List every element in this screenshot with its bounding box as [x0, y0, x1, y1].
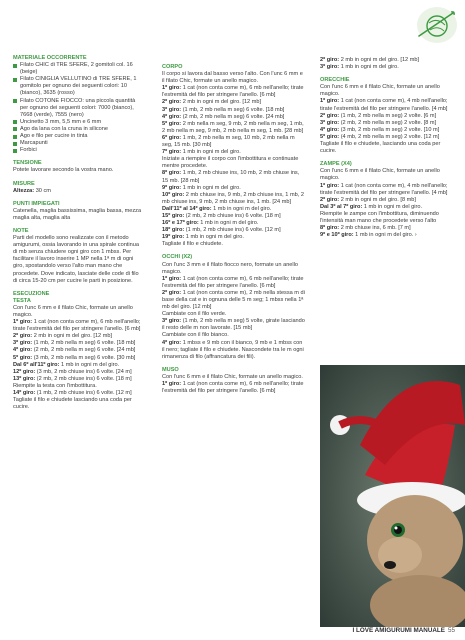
section-heading: NOTE: [13, 227, 29, 234]
round-label: 4º giro:: [320, 126, 340, 133]
instruction-line: [320, 113, 453, 120]
instruction-text: (1 mb, 2 mb chiuse ins) 6 volte. [12 m]: [184, 227, 281, 234]
instruction-line: [162, 290, 306, 311]
round-label: 18º giro:: [162, 227, 185, 234]
round-label: 9º giro:: [162, 184, 182, 191]
yarn-hook-logo-icon: [407, 3, 459, 47]
list-item-text: Uncinetto 3 mm, 5,5 mm e 6 mm: [20, 118, 102, 125]
instruction-line: [162, 71, 306, 85]
instruction-line: [162, 374, 306, 381]
instruction-text: 1 cat (non conta come m), 6 mb nell'anello; tirate l'estremità del filo per stringere l'anello. [6 mb]: [162, 85, 304, 99]
instruction-line: [162, 220, 306, 227]
instruction-line: [13, 305, 143, 319]
instruction-line: [320, 64, 453, 71]
instruction-text: 1 mb in ogni m del giro.: [181, 149, 241, 156]
instruction-line: [320, 141, 453, 155]
instruction-text: (1 mb, 2 mb nella m seg) 6 volte. [18 mb]: [32, 340, 136, 347]
instruction-line: [162, 107, 306, 114]
instruction-text: Riempite la testa con l'imbottitura.: [13, 382, 97, 389]
instruction-text: 1 cat (non conta come m), 4 mb nell'anello; tirate l'estremità del filo per stringere l'anello. [4 mb]: [320, 182, 448, 196]
instruction-line: [13, 347, 143, 354]
instruction-line: [162, 340, 306, 361]
round-label: 16º e 17º giro:: [162, 220, 199, 227]
list-item-text: Ago da lana con la cruna in silicone: [20, 125, 109, 132]
instruction-text: 1 cat (non conta come m), 4 mb nell'anello; tirate l'estremità del filo per stringere l'anello. [4 mb]: [320, 98, 448, 112]
instruction-line: [162, 276, 306, 290]
section-heading: ESECUZIONE: [13, 290, 50, 297]
bullet-square-icon: [13, 120, 17, 124]
instruction-text: Potete lavorare secondo la vostra mano.: [13, 167, 114, 174]
instruction-line: [320, 98, 453, 112]
instruction-text: (1 mb, 2 mb nella m seg) 5 volte, girate lasciando il resto delle m non lavorate. [15 mb]: [162, 318, 305, 332]
instruction-text: Cambiate con il filo verde.: [162, 311, 227, 318]
instruction-line: [320, 225, 453, 232]
instruction-line: [13, 319, 143, 333]
instruction-text: 2 mb in ogni m del giro. [12 mb]: [181, 99, 262, 106]
instruction-text: (2 mb, 2 mb nella m seg) 6 volte. [24 mb]: [181, 113, 285, 120]
round-label: Dal 6º all'11º giro:: [13, 361, 60, 368]
instruction-line: [320, 127, 453, 134]
section-heading: MUSO: [162, 366, 179, 373]
instruction-line: [13, 397, 143, 411]
instruction-text: 1 mbss e 9 mb con il bianco, 9 mb e 1 mbss con il nero; tagliate il filo e chiudete. Nascondete tra le m ogni rimanenza di filo (affrancatura dei fili).: [162, 339, 304, 360]
instruction-text: Riempite le zampe con l'imbottitura, diminuendo l'intensità man mano che procedete verso l'alto: [320, 210, 439, 224]
instruction-line: [320, 197, 453, 204]
round-label: Dal 3º al 7º giro:: [320, 203, 363, 210]
round-label: 3º giro:: [13, 340, 33, 347]
instruction-text: 1 mb, 2 mb chiuse ins, 10 mb, 2 mb chiuse ins, 15 mb. [28 mb]: [162, 170, 300, 184]
round-label: 6º giro:: [162, 134, 182, 141]
instruction-line: [162, 381, 306, 395]
instruction-text: 1 mb, 2 mb nella m seg, 10 mb, 2 mb nella m seg, 15 mb. [30 mb]: [162, 134, 295, 149]
round-label: 5º giro:: [13, 354, 33, 361]
round-label: 1º giro:: [162, 85, 182, 92]
bear-santa-hat-photo: [320, 365, 465, 627]
instruction-text: 2 mb in ogni m del giro. [8 mb]: [339, 196, 416, 203]
instruction-line: [320, 134, 453, 141]
instruction-text: Iniziate a riempire il corpo con l'imbottitura e continuate mentre procedete.: [162, 156, 299, 170]
materials-list-item: [13, 62, 143, 76]
instruction-line: [13, 340, 143, 347]
round-label: 5º giro:: [320, 133, 340, 140]
instruction-line: [13, 235, 143, 285]
round-label: 2º giro:: [320, 196, 340, 203]
instruction-text: Cambiate con il filo bianco.: [162, 332, 229, 339]
instruction-text: 1 cat (non conta come m), 6 mb nell'anello; tirate l'estremità del filo per stringere l'anello. [6 mb]: [13, 319, 141, 333]
instruction-line: [162, 170, 306, 184]
instruction-line: [162, 149, 306, 156]
round-label: 2º giro:: [13, 333, 33, 340]
instruction-line: [320, 57, 453, 64]
instruction-text: 2 mb in ogni m del giro. [12 mb]: [32, 333, 113, 340]
materials-list-item: [13, 140, 143, 147]
instruction-line: [320, 204, 453, 211]
section-heading: MISURE: [13, 180, 35, 187]
bullet-square-icon: [13, 142, 17, 146]
instruction-text: Con l'unc 3 mm e il filato fiocco nero, formate un anello magico.: [162, 261, 299, 275]
materials-list-item: [13, 98, 143, 119]
round-label: 2º giro:: [162, 99, 182, 106]
list-item-text: Filato CHIC di TRE SFERE, 2 gomitoli col. 16 (beige): [20, 62, 133, 76]
bullet-square-icon: [13, 99, 17, 103]
round-label: 9º e 10º giro:: [320, 232, 354, 239]
round-label: Dall'11º al 14º giro:: [162, 205, 212, 212]
round-label: 1º giro:: [320, 98, 340, 105]
instruction-line: [162, 206, 306, 213]
section-heading: TENSIONE: [13, 160, 42, 167]
instruction-text: (3 mb, 2 mb nella m seg) 2 volte. [10 m]: [339, 126, 440, 133]
instruction-line: [13, 188, 143, 195]
section-heading: PUNTI IMPIEGATI: [13, 200, 60, 207]
bullet-square-icon: [13, 78, 17, 82]
materials-list-item: [13, 126, 143, 133]
list-item-text: Filato CINIGLIA VELLUTINO di TRE SFERE, 1 gomitolo per ognuno dei seguenti colori: 10 (bianco), 3635 (rosso): [20, 76, 137, 97]
instruction-text: 2 mb chiuse ins, 9 mb, 2 mb chiuse ins, 1 mb, 2 mb chiuse ins, 9 mb, 2 mb chiuse ins, 1 mb. [24 mb]: [162, 191, 304, 205]
bullet-square-icon: [13, 135, 17, 139]
instruction-line: [320, 232, 453, 239]
instruction-text: (2 mb, 2 mb nella m seg) 6 volte. [24 mb]: [32, 347, 136, 354]
instruction-text: 2 mb nella m seg, 9 mb, 2 mb nella m seg, 1 mb, 2 mb nella m seg, 9 mb, 2 mb nella m seg, 1 mb. [28 mb]: [162, 120, 304, 134]
instruction-line: [320, 183, 453, 197]
round-label: 1º giro:: [320, 182, 340, 189]
instruction-line: [13, 333, 143, 340]
instruction-line: [320, 120, 453, 127]
instruction-line: [13, 362, 143, 369]
instruction-text: 2 mb in ogni m del giro. [12 mb]: [339, 57, 420, 63]
round-label: 3º giro:: [320, 119, 340, 126]
instruction-line: [162, 121, 306, 135]
instruction-line: [320, 84, 453, 98]
instruction-line: [162, 185, 306, 192]
round-label: 4º giro:: [13, 347, 33, 354]
section-heading: MATERIALE OCCORRENTE: [13, 55, 87, 61]
page-number: 55: [447, 627, 455, 634]
instruction-text: 1 mb in ogni m del giro.: [198, 220, 259, 227]
instruction-text: 30 cm: [34, 187, 51, 194]
instruction-text: 2 mb chiuse ins, 6 mb. [7 m]: [339, 225, 411, 232]
instruction-line: [162, 318, 306, 332]
section-heading: ZAMPE (X4): [320, 161, 352, 168]
instruction-text: Con l'unc 6 mm e il filato Chic, formate un anello magico.: [13, 304, 133, 318]
column-left: [13, 55, 143, 411]
instruction-text: 1 mb in ogni m del giro.: [353, 232, 414, 239]
instruction-text: Parti del modello sono realizzate con il metodo amigurumi, ossia lavorando in una spirale continua di mb senza chiudere ogni giro con 1 mbss. Per facilitare il lavoro inserire 1 MP nella 1ª m di ogni giro, spostandolo verso l'alto man mano che procedete. Dove indicato, lasciate delle code di filo di circa 15-20 cm per cucire le parti in posizione.: [13, 235, 139, 284]
instruction-line: [162, 135, 306, 149]
instruction-text: Con l'unc 6 mm e il filato Chic, formate un anello magico.: [320, 168, 440, 182]
round-label: 7º giro:: [162, 149, 182, 156]
instruction-text: 1 cat (non conta come m), 6 mb nell'anello; tirate l'estremità del filo per stringere l'anello. [6 mb]: [162, 381, 304, 395]
instruction-text: (3 mb, 2 mb nella m seg) 6 volte. [30 mb]: [32, 354, 136, 361]
instruction-line: [162, 332, 306, 339]
instruction-line: [13, 383, 143, 390]
round-label: 1º giro:: [162, 275, 182, 282]
bullet-square-icon: [13, 149, 17, 153]
instruction-line: [13, 208, 143, 222]
round-label: 3º giro:: [162, 318, 182, 325]
instruction-line: [162, 241, 306, 248]
instruction-text: (3 mb, 2 mb chiuse ins) 6 volte. [24 m]: [35, 368, 132, 375]
instruction-line: [162, 156, 306, 170]
bullet-square-icon: [13, 64, 17, 68]
round-label: 4º giro:: [162, 339, 182, 346]
instruction-text: 1 mb in ogni m del giro.: [362, 203, 423, 210]
instruction-line: [13, 369, 143, 376]
instruction-text: Con l'unc 6 mm e il filato Chic, formate un anello magico.: [162, 373, 303, 380]
instruction-line: [13, 355, 143, 362]
instruction-text: Catenella, maglia bassissima, maglia bassa, mezza maglia alta, maglia alta: [13, 207, 142, 221]
round-label: 15º giro:: [162, 212, 185, 219]
round-label: 2º giro:: [162, 289, 182, 296]
column-middle: [162, 64, 306, 395]
section-heading: TESTA: [13, 297, 31, 304]
instruction-text: 1 mb in ogni m del giro.: [181, 184, 241, 191]
materials-list-item: [13, 147, 143, 154]
column-right: [320, 57, 453, 239]
instruction-line: [162, 114, 306, 121]
bullet-square-icon: [13, 127, 17, 131]
page-footer: [353, 627, 455, 634]
instruction-text: (4 mb, 2 mb nella m seg) 2 volte. [12 m]: [339, 133, 440, 140]
round-label: 19º giro:: [162, 234, 185, 241]
instruction-line: [320, 168, 453, 182]
round-label: 2º giro:: [320, 112, 340, 119]
round-label: 13º giro:: [13, 375, 36, 382]
instruction-text: Tagliate il filo e chiudete lasciando una coda per cucire.: [13, 397, 132, 411]
list-item-text: Filato COTONE FIOCCO: una piccola quantità per ognuno dei seguenti colori: 7000 (bianco), 7668 (verde), 7555 (nero): [20, 97, 136, 118]
list-item-text: Ago e filo per cucire in tinta: [20, 133, 88, 140]
instruction-line: [162, 85, 306, 99]
materials-list-item: [13, 119, 143, 126]
section-heading: ORECCHIE: [320, 77, 350, 84]
instruction-text: 1 mb in ogni m del giro.: [211, 205, 272, 212]
instruction-text: 1 mb in ogni m del giro.: [59, 361, 120, 368]
section-heading: OCCHI (X2): [162, 254, 193, 261]
footer-title: I LOVE AMIGURUMI MANUALE: [352, 627, 445, 634]
round-label: 8º giro:: [162, 170, 182, 177]
round-label: 4º giro:: [162, 113, 182, 120]
continue-arrow-icon: ›: [413, 232, 417, 239]
round-label: 1º giro:: [13, 319, 33, 326]
list-item-text: Forbici: [20, 147, 37, 154]
instruction-line: [162, 262, 306, 276]
round-label: 3º giro:: [320, 64, 340, 71]
round-label: 10º giro:: [162, 191, 185, 198]
instruction-text: 1 cat (non conta come m), 2 mb nella stessa m di base della cat e in ognuna delle 5 m seg; 1 mbss nella 1ª mb del giro. [12 mb]: [162, 289, 305, 311]
instruction-line: [13, 167, 143, 174]
round-label: 5º giro:: [162, 120, 182, 127]
instruction-text: (1 mb, 2 mb chiuse ins) 6 volte. [12 m]: [35, 390, 132, 397]
instruction-line: [162, 234, 306, 241]
round-label: 1º giro:: [162, 381, 182, 388]
instruction-text: 1 cat (non conta come m), 6 mb nell'anello; tirate l'estremità del filo per stringere l'anello. [6 mb]: [162, 275, 304, 289]
instruction-line: [13, 390, 143, 397]
instruction-line: [320, 211, 453, 225]
round-label: 12º giro:: [13, 368, 36, 375]
instruction-text: 1 mb in ogni m del giro.: [184, 234, 244, 241]
instruction-line: [13, 376, 143, 383]
list-item-text: Marcapunti: [20, 140, 48, 147]
round-label: 8º giro:: [320, 225, 340, 232]
round-label: 3º giro:: [162, 106, 182, 113]
materials-list-item: [13, 76, 143, 97]
instruction-text: (1 mb, 2 mb nella m seg) 6 volte. [18 mb]: [181, 106, 285, 113]
instruction-text: (2 mb, 2 mb nella m seg) 2 volte. [8 m]: [339, 119, 437, 126]
instruction-text: 1 mb in ogni m del giro.: [339, 64, 399, 71]
instruction-text: Il corpo si lavora dal basso verso l'alto. Con l'unc 6 mm e il filato Chic, formate un anello magico.: [162, 71, 303, 85]
instruction-text: Tagliate il filo e chiudete.: [162, 241, 223, 248]
instruction-line: [162, 192, 306, 206]
materials-list-item: [13, 133, 143, 140]
instruction-line: [162, 213, 306, 220]
section-heading: CORPO: [162, 64, 183, 70]
instruction-text: Tagliate il filo e chiudete, lasciando una coda per cucire.: [320, 141, 441, 155]
instruction-line: [162, 227, 306, 234]
instruction-text: (1 mb, 2 mb nella m seg) 2 volte. [6 m]: [339, 112, 437, 119]
instruction-text: (2 mb, 2 mb chiuse ins) 6 volte. [18 m]: [35, 375, 132, 382]
instruction-line: [162, 311, 306, 318]
round-label: 14º giro:: [13, 390, 36, 397]
instruction-line: [162, 99, 306, 106]
instruction-text: Con l'unc 6 mm e il filato Chic, formate un anello magico.: [320, 84, 440, 98]
round-label: 2º giro:: [320, 57, 340, 63]
instruction-text: (2 mb, 2 mb chiuse ins) 6 volte. [18 m]: [184, 212, 281, 219]
round-label: Altezza:: [13, 187, 35, 194]
